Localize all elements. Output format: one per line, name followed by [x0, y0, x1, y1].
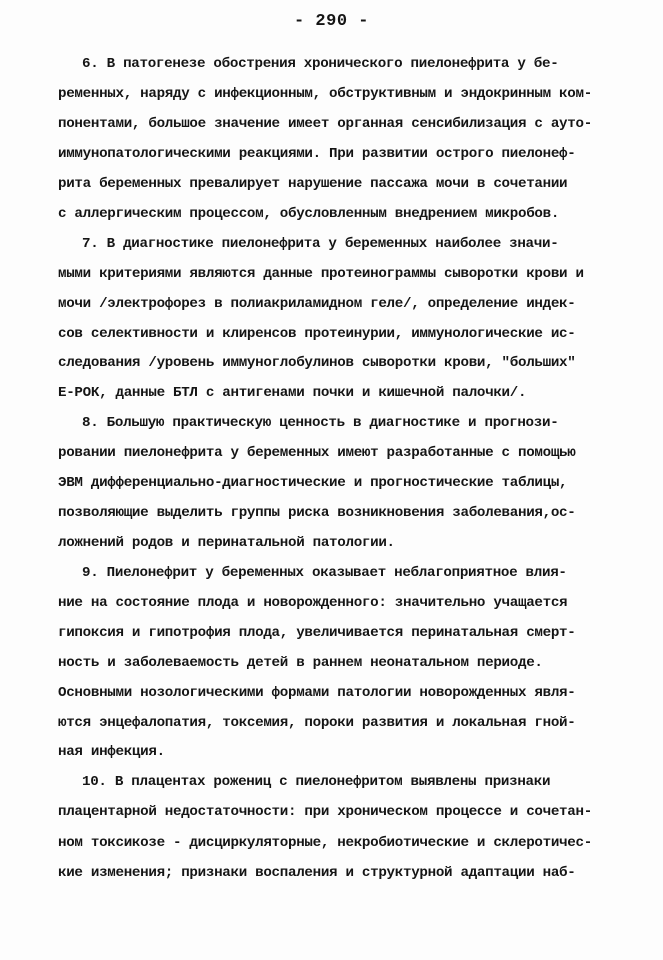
page-number: - 290 - [294, 12, 369, 31]
text-line: следования /уровень иммуноглобулинов сыворотки крови, "больших" [58, 355, 576, 371]
text-line: Е-РОК, данные БТЛ с антигенами почки и кишечной палочки/. [58, 385, 527, 401]
text-line: позволяющие выделить группы риска возникновения заболевания,ос- [58, 505, 576, 521]
text-line: ность и заболеваемость детей в раннем неонатальном периоде. [58, 655, 543, 671]
text-line: плацентарной недостаточности: при хроническом процессе и сочетан- [58, 804, 592, 820]
text-line: 10. В плацентах рожениц с пиелонефритом выявлены признаки [82, 774, 551, 790]
text-line: мочи /электрофорез в полиакриламидном геле/, определение индек- [58, 296, 576, 312]
text-line: рита беременных превалирует нарушение пассажа мочи в сочетании [58, 176, 568, 192]
text-line: 9. Пиелонефрит у беременных оказывает неблагоприятное влия- [82, 565, 567, 581]
text-line: гипоксия и гипотрофия плода, увеличивается перинатальная смерт- [58, 625, 576, 641]
text-line: мыми критериями являются данные протеинограммы сыворотки крови и [58, 266, 584, 282]
text-line: ровании пиелонефрита у беременных имеют разработанные с помощью [58, 445, 576, 461]
text-line: иммунопатологическими реакциями. При развитии острого пиелонеф- [58, 146, 576, 162]
text-line: с аллергическим процессом, обусловленным внедрением микробов. [58, 206, 560, 222]
text-line: ная инфекция. [58, 744, 165, 760]
text-line: ются энцефалопатия, токсемия, пороки развития и локальная гной- [58, 715, 576, 731]
text-line: ном токсикозе - дисциркуляторные, некробиотические и склеротичес- [58, 835, 592, 851]
text-line: кие изменения; признаки воспаления и структурной адаптации наб- [58, 865, 576, 881]
text-line: ременных, наряду с инфекционным, обструктивным и эндокринным ком- [58, 86, 592, 102]
text-line: 8. Большую практическую ценность в диагностике и прогнози- [82, 415, 559, 431]
text-line: ложнений родов и перинатальной патологии. [58, 535, 395, 551]
text-line: ЭВМ дифференциально-диагностические и прогностические таблицы, [58, 475, 568, 491]
text-line: понентами, большое значение имеет органная сенсибилизация с ауто- [58, 116, 592, 132]
text-line: Основными нозологическими формами патологии новорожденных явля- [58, 685, 576, 701]
text-line: сов селективности и клиренсов протеинурии, иммунологические ис- [58, 326, 576, 342]
text-line: 6. В патогенезе обострения хронического пиелонефрита у бе- [82, 56, 559, 72]
text-line: 7. В диагностике пиелонефрита у беременных наиболее значи- [82, 236, 559, 252]
text-line: ние на состояние плода и новорожденного: значительно учащается [58, 595, 568, 611]
